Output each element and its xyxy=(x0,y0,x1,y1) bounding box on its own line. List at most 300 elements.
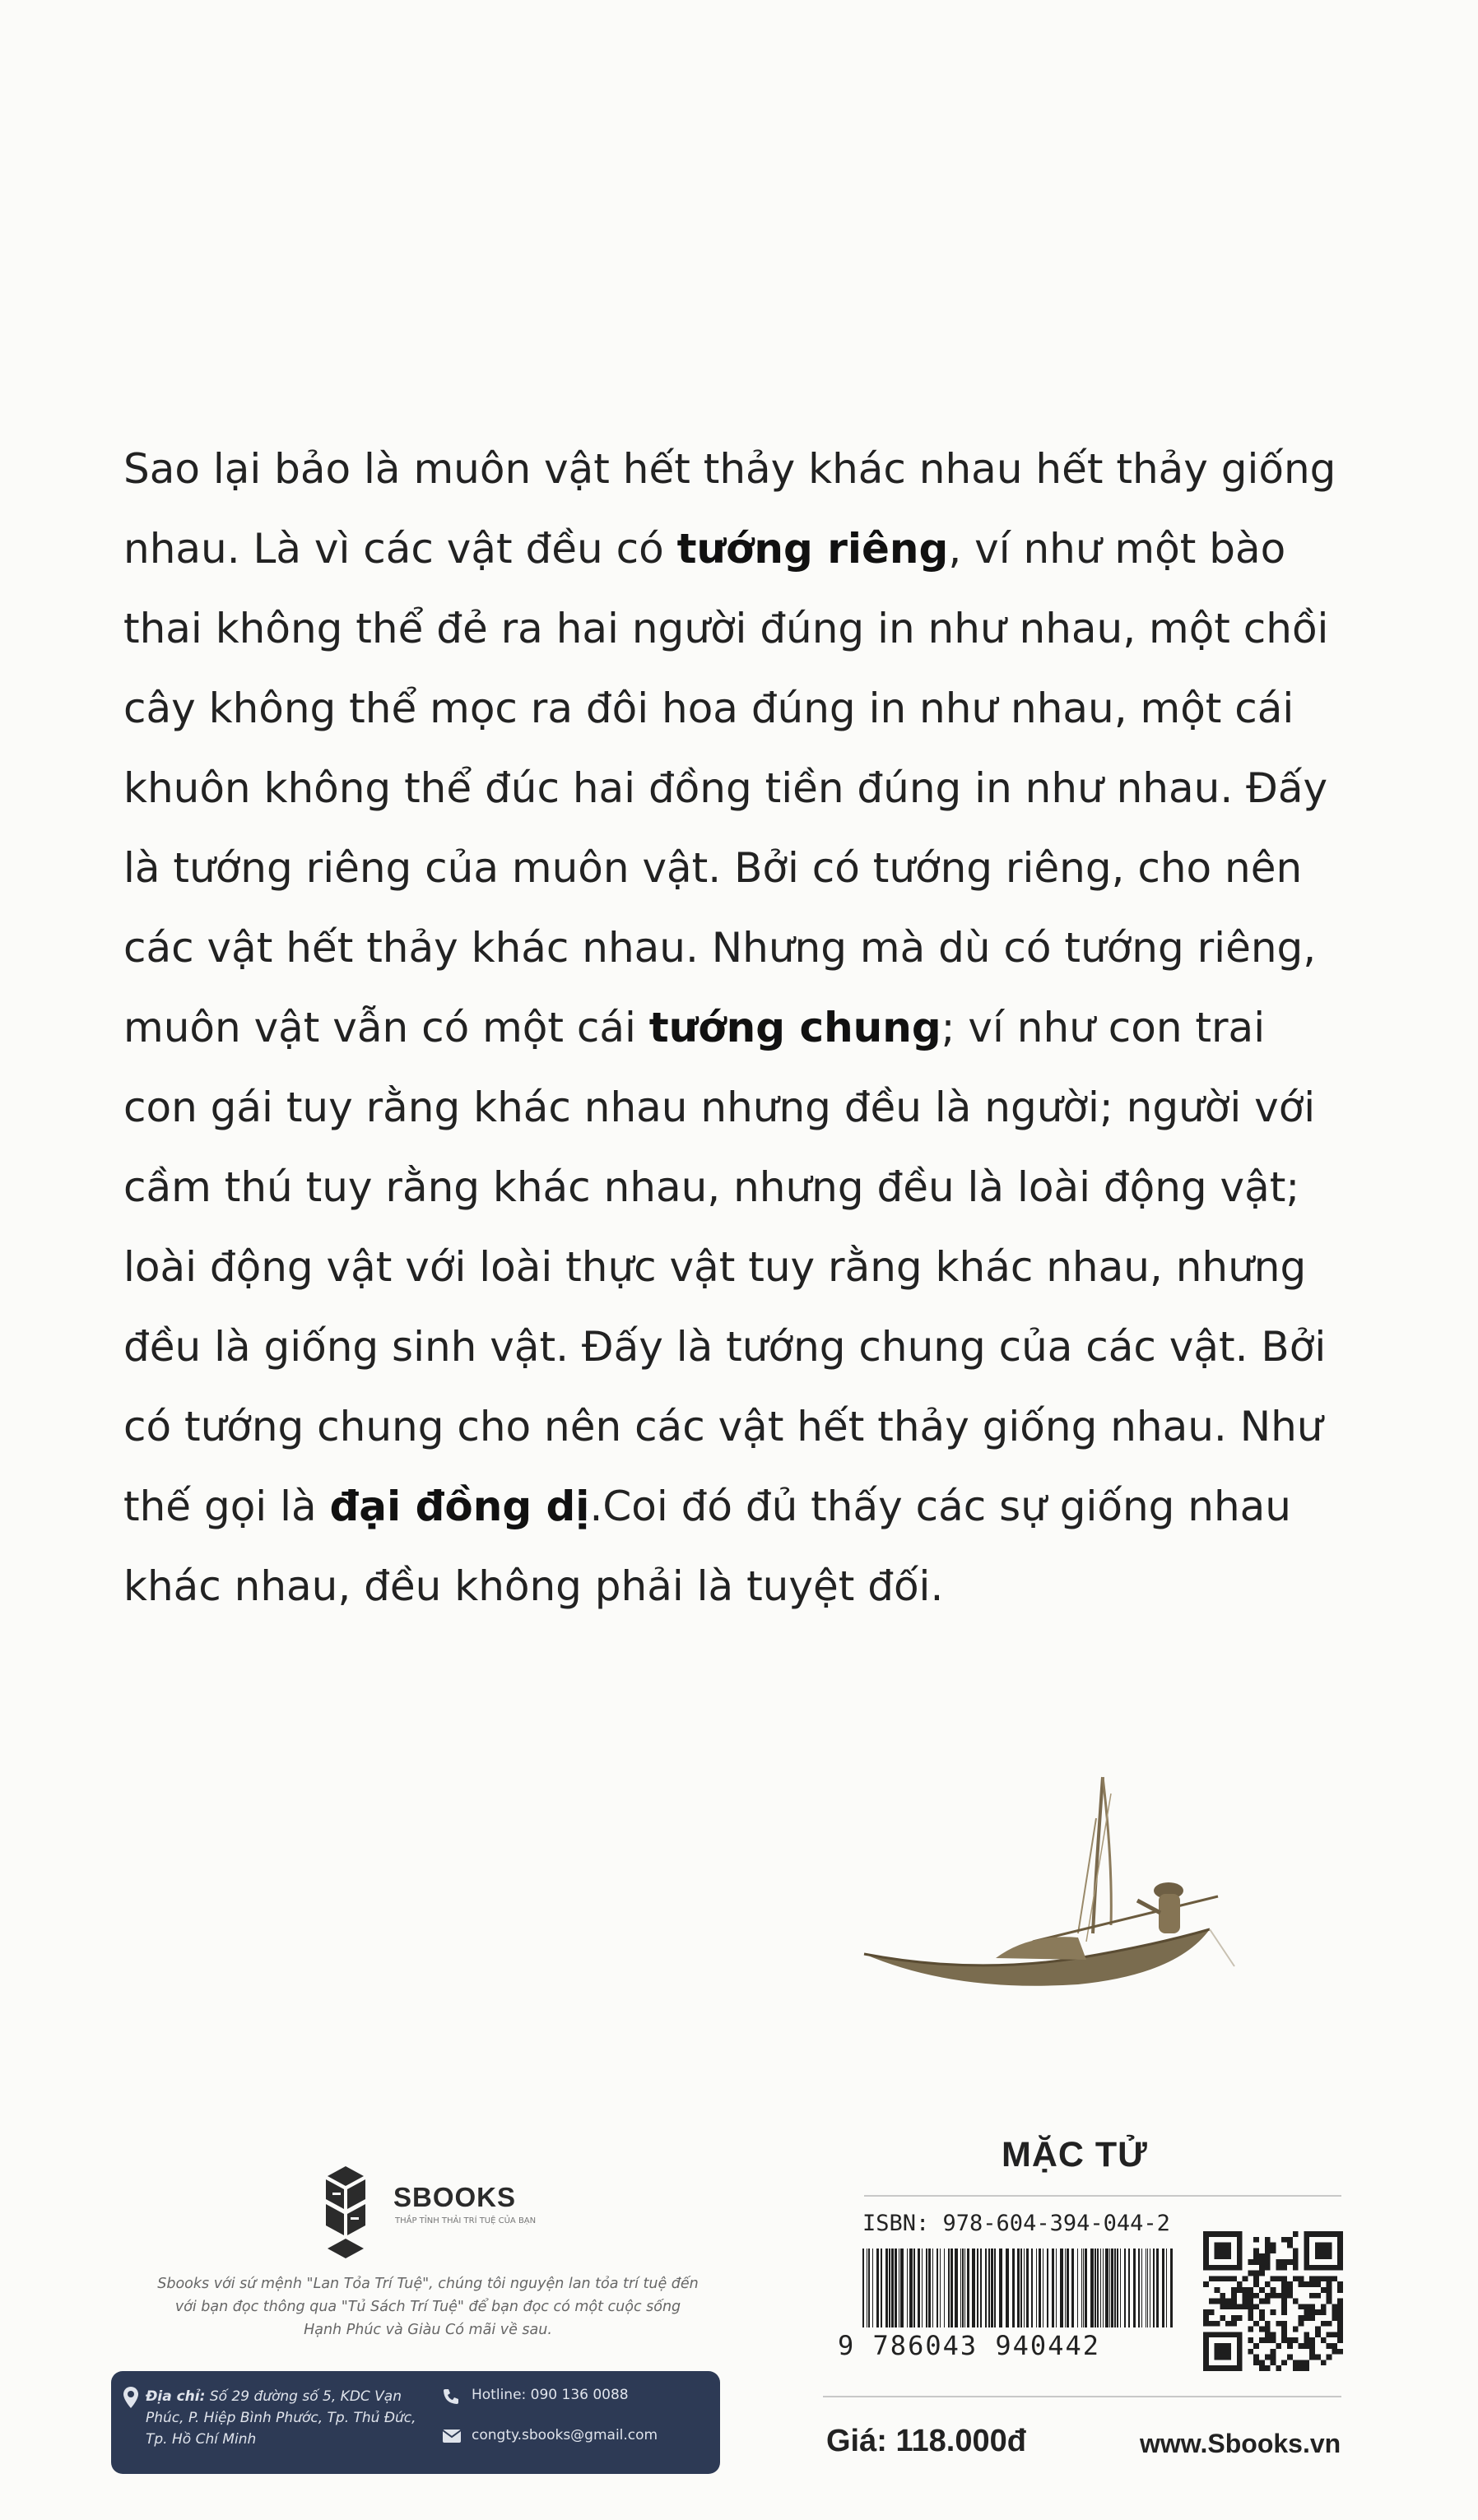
qr-module xyxy=(1215,2365,1220,2371)
qr-module xyxy=(1321,2231,1327,2237)
qr-module xyxy=(1209,2365,1215,2371)
qr-module xyxy=(1281,2287,1287,2293)
qr-module xyxy=(1231,2365,1237,2371)
address-text: Số 29 đường số 5, KDC Vạn Phúc, P. Hiệp Bình Phước, Tp. Thủ Đức, Tp. Hồ Chí Minh xyxy=(146,2388,416,2448)
blurb-text: khuôn không thể đúc hai đồng tiền đúng in như nhau. Đấy xyxy=(123,764,1328,812)
qr-module xyxy=(1281,2304,1287,2309)
blurb-text: thai không thể đẻ ra hai người đúng in như nhau, một chồi xyxy=(123,605,1329,652)
qr-module xyxy=(1287,2259,1293,2265)
qr-module xyxy=(1304,2360,1309,2365)
qr-module xyxy=(1237,2265,1243,2271)
qr-module xyxy=(1237,2304,1243,2309)
qr-module xyxy=(1231,2332,1237,2337)
qr-module xyxy=(1231,2265,1237,2271)
blurb-text: các vật hết thảy khác nhau. Nhưng mà dù có tướng riêng, xyxy=(123,924,1317,972)
qr-module xyxy=(1304,2259,1309,2265)
blurb-text: khác nhau, đều không phải là tuyệt đối. xyxy=(123,1562,944,1610)
qr-module xyxy=(1337,2265,1343,2271)
qr-module xyxy=(1237,2365,1243,2371)
qr-module xyxy=(1327,2253,1332,2259)
qr-module xyxy=(1321,2304,1327,2309)
blurb-text: có tướng chung cho nên các vật hết thảy giống nhau. Như xyxy=(123,1403,1323,1450)
qr-module xyxy=(1299,2304,1304,2309)
qr-module xyxy=(1304,2248,1309,2253)
blurb-emphasis: tướng chung xyxy=(648,1004,941,1051)
barcode-bar xyxy=(1170,2249,1173,2327)
qr-module xyxy=(1231,2293,1237,2299)
qr-module xyxy=(1293,2259,1299,2265)
qr-module xyxy=(1304,2281,1309,2287)
qr-module xyxy=(1304,2304,1309,2309)
barcode-bar xyxy=(876,2249,879,2327)
barcode-bar xyxy=(926,2249,927,2327)
blurb-text: .Coi đó đủ thấy các sự giống nhau xyxy=(589,1483,1291,1530)
qr-module xyxy=(1203,2253,1209,2259)
qr-module xyxy=(1215,2343,1220,2349)
qr-module xyxy=(1315,2265,1321,2271)
qr-module xyxy=(1281,2276,1287,2281)
qr-module xyxy=(1225,2343,1231,2349)
qr-module xyxy=(1265,2332,1271,2337)
qr-module xyxy=(1265,2337,1271,2343)
qr-module xyxy=(1281,2327,1287,2332)
qr-module xyxy=(1287,2243,1293,2249)
qr-module xyxy=(1253,2281,1259,2287)
blurb-text: con gái tuy rằng khác nhau nhưng đều là người; người với xyxy=(123,1084,1316,1131)
barcode-bar xyxy=(1109,2249,1110,2327)
qr-module xyxy=(1265,2365,1271,2371)
qr-module xyxy=(1265,2281,1271,2287)
qr-module xyxy=(1220,2253,1225,2259)
qr-module xyxy=(1253,2237,1259,2243)
qr-module xyxy=(1265,2355,1271,2360)
qr-module xyxy=(1265,2253,1271,2259)
qr-module xyxy=(1237,2281,1243,2287)
qr-module xyxy=(1276,2259,1281,2265)
qr-module xyxy=(1327,2332,1332,2337)
qr-module xyxy=(1327,2231,1332,2237)
barcode-bar xyxy=(918,2249,920,2327)
blurb-line xyxy=(123,749,1358,828)
barcode-bar xyxy=(940,2249,941,2327)
qr-module xyxy=(1203,2237,1209,2243)
qr-module xyxy=(1281,2321,1287,2327)
qr-module xyxy=(1287,2343,1293,2349)
qr-module xyxy=(1299,2365,1304,2371)
website: www.Sbooks.vn xyxy=(1140,2429,1341,2458)
qr-module xyxy=(1309,2315,1315,2321)
qr-module xyxy=(1237,2343,1243,2349)
qr-module xyxy=(1287,2287,1293,2293)
qr-module xyxy=(1327,2276,1332,2281)
barcode-bar xyxy=(1024,2249,1025,2327)
qr-module xyxy=(1276,2293,1281,2299)
barcode-bar xyxy=(1124,2249,1126,2327)
qr-module xyxy=(1215,2332,1220,2337)
qr-module xyxy=(1337,2349,1343,2355)
qr-module xyxy=(1243,2299,1248,2304)
blurb-emphasis: tướng riêng xyxy=(676,525,949,573)
barcode-bar xyxy=(1052,2249,1054,2327)
qr-module xyxy=(1321,2243,1327,2249)
blurb-text: nhau. Là vì các vật đều có xyxy=(123,525,677,573)
qr-module xyxy=(1315,2332,1321,2337)
qr-module xyxy=(1237,2253,1243,2259)
barcode-bar xyxy=(1026,2249,1029,2327)
qr-module xyxy=(1259,2253,1265,2259)
barcode-bar xyxy=(1120,2249,1121,2327)
barcode-bar xyxy=(1133,2249,1136,2327)
qr-module xyxy=(1259,2271,1265,2276)
qr-module xyxy=(1215,2349,1220,2355)
qr-module xyxy=(1293,2327,1299,2332)
qr-module xyxy=(1253,2259,1259,2265)
blurb-text: ; ví như con trai xyxy=(941,1004,1266,1051)
qr-module xyxy=(1203,2259,1209,2265)
qr-module xyxy=(1259,2360,1265,2365)
qr-module xyxy=(1237,2332,1243,2337)
qr-module xyxy=(1327,2248,1332,2253)
qr-module xyxy=(1248,2327,1253,2332)
barcode-bar xyxy=(881,2249,882,2327)
barcode-bar xyxy=(913,2249,915,2327)
barcode-bar xyxy=(1153,2249,1155,2327)
blurb-line xyxy=(123,1307,1358,1387)
blurb-text: đều là giống sinh vật. Đấy là tướng chung của các vật. Bởi xyxy=(123,1323,1327,1371)
barcode-bar xyxy=(907,2249,908,2327)
barcode-bar xyxy=(1111,2249,1113,2327)
qr-module xyxy=(1203,2315,1209,2321)
qr-module xyxy=(1220,2231,1225,2237)
qr-module xyxy=(1321,2321,1327,2327)
qr-module xyxy=(1337,2309,1343,2315)
qr-module xyxy=(1265,2259,1271,2265)
author-name: MẶC TỬ xyxy=(1002,2135,1148,2174)
qr-module xyxy=(1321,2360,1327,2365)
qr-module xyxy=(1237,2360,1243,2365)
barcode-bar xyxy=(885,2249,888,2327)
qr-module xyxy=(1309,2343,1315,2349)
barcode-bar xyxy=(1166,2249,1167,2327)
qr-module xyxy=(1225,2253,1231,2259)
qr-module xyxy=(1293,2248,1299,2253)
qr-module xyxy=(1315,2327,1321,2332)
qr-module xyxy=(1337,2243,1343,2249)
qr-module xyxy=(1253,2293,1259,2299)
qr-module xyxy=(1215,2265,1220,2271)
qr-module xyxy=(1253,2253,1259,2259)
barcode-bar xyxy=(1071,2249,1074,2327)
qr-module xyxy=(1321,2276,1327,2281)
barcode-bar xyxy=(1081,2249,1082,2327)
qr-module xyxy=(1271,2243,1276,2249)
publisher-hotline: Hotline: 090 136 0088 xyxy=(472,2387,629,2403)
qr-module xyxy=(1327,2321,1332,2327)
qr-module xyxy=(1220,2315,1225,2321)
qr-module xyxy=(1281,2237,1287,2243)
barcode-bar xyxy=(972,2249,975,2327)
barcode-bar xyxy=(895,2249,897,2327)
qr-module xyxy=(1276,2265,1281,2271)
qr-module xyxy=(1220,2299,1225,2304)
qr-module xyxy=(1281,2293,1287,2299)
qr-module xyxy=(1237,2259,1243,2265)
qr-module xyxy=(1293,2360,1299,2365)
qr-module xyxy=(1209,2309,1215,2315)
qr-module xyxy=(1304,2231,1309,2237)
barcode-bar xyxy=(962,2249,964,2327)
barcode-bar xyxy=(1006,2249,1009,2327)
qr-module xyxy=(1225,2265,1231,2271)
qr-module xyxy=(1337,2237,1343,2243)
qr-module xyxy=(1271,2332,1276,2337)
qr-module xyxy=(1304,2265,1309,2271)
barcode-bar xyxy=(1156,2249,1159,2327)
qr-module xyxy=(1243,2276,1248,2281)
qr-module xyxy=(1304,2309,1309,2315)
qr-module xyxy=(1209,2231,1215,2237)
qr-module xyxy=(1271,2309,1276,2315)
contact-box xyxy=(111,2371,720,2474)
qr-module xyxy=(1281,2360,1287,2365)
qr-module xyxy=(1271,2248,1276,2253)
qr-module xyxy=(1231,2287,1237,2293)
qr-module xyxy=(1332,2265,1337,2271)
barcode-bar xyxy=(868,2249,870,2327)
qr-module xyxy=(1203,2343,1209,2349)
qr-module xyxy=(1315,2355,1321,2360)
barcode-bar xyxy=(1117,2249,1118,2327)
qr-module xyxy=(1203,2231,1209,2237)
qr-module xyxy=(1203,2365,1209,2371)
qr-module xyxy=(1321,2248,1327,2253)
qr-module xyxy=(1220,2349,1225,2355)
publisher-tagline: THẮP TỈNH THẢI TRÍ TUỆ CỦA BẠN xyxy=(395,2216,537,2225)
qr-module xyxy=(1315,2248,1321,2253)
blurb-line xyxy=(123,1387,1358,1467)
qr-module xyxy=(1309,2276,1315,2281)
qr-module xyxy=(1203,2243,1209,2249)
qr-module xyxy=(1265,2243,1271,2249)
blurb-line xyxy=(123,1547,1358,1627)
qr-module xyxy=(1327,2293,1332,2299)
qr-module xyxy=(1209,2332,1215,2337)
qr-module xyxy=(1332,2309,1337,2315)
barcode-bar xyxy=(872,2249,873,2327)
qr-module xyxy=(1215,2231,1220,2237)
qr-module xyxy=(1220,2265,1225,2271)
qr-module xyxy=(1281,2332,1287,2337)
barcode-bar xyxy=(1103,2249,1104,2327)
barcode-bar xyxy=(948,2249,950,2327)
qr-module xyxy=(1287,2355,1293,2360)
qr-module xyxy=(1248,2337,1253,2343)
qr-module xyxy=(1209,2265,1215,2271)
qr-module xyxy=(1203,2355,1209,2360)
qr-module xyxy=(1265,2321,1271,2327)
qr-module xyxy=(1327,2343,1332,2349)
barcode-bar xyxy=(932,2249,933,2327)
qr-module xyxy=(1259,2287,1265,2293)
qr-module xyxy=(1321,2253,1327,2259)
qr-module xyxy=(1337,2253,1343,2259)
qr-module xyxy=(1287,2281,1293,2287)
blurb-text: Sao lại bảo là muôn vật hết thảy khác nhau hết thảy giống xyxy=(123,445,1336,493)
qr-module xyxy=(1299,2281,1304,2287)
qr-module xyxy=(1203,2360,1209,2365)
qr-module xyxy=(1265,2327,1271,2332)
qr-module xyxy=(1225,2355,1231,2360)
qr-module xyxy=(1248,2309,1253,2315)
barcode-bar xyxy=(1095,2249,1096,2327)
barcode-bar xyxy=(1105,2249,1108,2327)
barcode-bar xyxy=(1147,2249,1148,2327)
qr-module xyxy=(1271,2360,1276,2365)
qr-module xyxy=(1304,2253,1309,2259)
qr-module xyxy=(1299,2343,1304,2349)
qr-module xyxy=(1327,2355,1332,2360)
qr-module xyxy=(1215,2321,1220,2327)
barcode-bar xyxy=(1020,2249,1022,2327)
qr-module xyxy=(1215,2243,1220,2249)
barcode-bar xyxy=(1060,2249,1063,2327)
barcode-bar xyxy=(928,2249,931,2327)
qr-module xyxy=(1337,2332,1343,2337)
qr-module xyxy=(1276,2276,1281,2281)
qr-module xyxy=(1231,2231,1237,2237)
qr-module xyxy=(1237,2231,1243,2237)
barcode-bar xyxy=(1039,2249,1041,2327)
barcode-bar xyxy=(1141,2249,1142,2327)
barcode-bar xyxy=(1090,2249,1094,2327)
barcode-bar xyxy=(862,2249,864,2327)
blurb-line xyxy=(123,1068,1358,1148)
blurb-text: muôn vật vẫn có một cái xyxy=(123,1004,649,1051)
qr-module xyxy=(1271,2337,1276,2343)
qr-module xyxy=(1293,2276,1299,2281)
qr-module xyxy=(1220,2365,1225,2371)
qr-module xyxy=(1259,2259,1265,2265)
qr-module xyxy=(1299,2321,1304,2327)
blurb-line xyxy=(123,509,1358,589)
qr-module xyxy=(1337,2304,1343,2309)
blurb-line xyxy=(123,908,1358,988)
blurb-text: cầm thú tuy rằng khác nhau, nhưng đều là loài động vật; xyxy=(123,1163,1300,1211)
publisher-address xyxy=(146,2386,417,2450)
barcode-bar xyxy=(1097,2249,1099,2327)
barcode-bar xyxy=(1012,2249,1015,2327)
blurb-line xyxy=(123,988,1358,1068)
qr-module xyxy=(1315,2281,1321,2287)
qr-module xyxy=(1231,2299,1237,2304)
price: Giá: 118.000đ xyxy=(826,2424,1026,2458)
qr-module xyxy=(1299,2276,1304,2281)
barcode-bar xyxy=(1031,2249,1033,2327)
barcode-bar xyxy=(980,2249,982,2327)
qr-module xyxy=(1327,2299,1332,2304)
qr-module xyxy=(1281,2281,1287,2287)
qr-module xyxy=(1237,2337,1243,2343)
qr-module xyxy=(1337,2327,1343,2332)
blurb-text: cây không thể mọc ra đôi hoa đúng in như nhau, một cái xyxy=(123,685,1294,732)
qr-module xyxy=(1243,2293,1248,2299)
qr-module xyxy=(1337,2287,1343,2293)
qr-module xyxy=(1315,2276,1321,2281)
qr-module xyxy=(1321,2309,1327,2315)
qr-module xyxy=(1253,2355,1259,2360)
qr-module xyxy=(1293,2253,1299,2259)
qr-module xyxy=(1209,2276,1215,2281)
qr-module xyxy=(1271,2293,1276,2299)
qr-module xyxy=(1225,2332,1231,2337)
address-label: Địa chỉ: xyxy=(146,2388,206,2405)
qr-module xyxy=(1215,2276,1220,2281)
publisher-logo-text: SBOOKS xyxy=(393,2182,517,2212)
qr-module xyxy=(1293,2231,1299,2237)
divider xyxy=(823,2396,1341,2397)
qr-module xyxy=(1248,2315,1253,2321)
blurb-line xyxy=(123,1467,1358,1547)
publisher-mission: Sbooks với sứ mệnh "Lan Tỏa Trí Tuệ", chúng tôi nguyện lan tỏa trí tuệ đến với bạn đọc thông qua "Tủ Sách Trí Tuệ" để bạn đọc có một cuộc sống Hạnh Phúc và Giàu Có mãi về sau. xyxy=(157,2276,699,2338)
barcode-bar xyxy=(1065,2249,1066,2327)
location-pin-icon xyxy=(123,2386,139,2409)
qr-module xyxy=(1259,2327,1265,2332)
qr-module xyxy=(1309,2309,1315,2315)
qr-module xyxy=(1248,2293,1253,2299)
phone-icon xyxy=(442,2388,460,2406)
qr-module xyxy=(1265,2248,1271,2253)
qr-module xyxy=(1287,2337,1293,2343)
qr-module xyxy=(1231,2321,1237,2327)
qr-module xyxy=(1293,2365,1299,2371)
qr-module xyxy=(1248,2287,1253,2293)
qr-module xyxy=(1281,2337,1287,2343)
qr-module xyxy=(1248,2349,1253,2355)
qr-module xyxy=(1327,2243,1332,2249)
qr-module xyxy=(1237,2287,1243,2293)
barcode-bar xyxy=(950,2249,953,2327)
qr-module xyxy=(1337,2337,1343,2343)
qr-module xyxy=(1220,2293,1225,2299)
barcode-bar xyxy=(1056,2249,1057,2327)
barcode-bar xyxy=(977,2249,978,2327)
qr-module xyxy=(1248,2304,1253,2309)
qr-module xyxy=(1293,2265,1299,2271)
qr-module xyxy=(1309,2293,1315,2299)
back-cover-blurb xyxy=(123,429,1358,1627)
qr-module xyxy=(1215,2355,1220,2360)
boat-illustration xyxy=(831,1769,1259,2040)
qr-module xyxy=(1248,2271,1253,2276)
qr-module xyxy=(1237,2248,1243,2253)
qr-module xyxy=(1321,2337,1327,2343)
qr-module xyxy=(1281,2265,1287,2271)
qr-module xyxy=(1327,2265,1332,2271)
barcode-bar xyxy=(891,2249,894,2327)
qr-module xyxy=(1253,2321,1259,2327)
qr-module xyxy=(1253,2343,1259,2349)
qr-module xyxy=(1315,2231,1321,2237)
barcode-bar xyxy=(955,2249,958,2327)
qr-module xyxy=(1271,2349,1276,2355)
qr-module xyxy=(1293,2337,1299,2343)
qr-module xyxy=(1309,2349,1315,2355)
qr-module xyxy=(1337,2315,1343,2321)
qr-module xyxy=(1315,2293,1321,2299)
barcode xyxy=(862,2249,1175,2327)
qr-module xyxy=(1220,2355,1225,2360)
qr-module xyxy=(1253,2271,1259,2276)
